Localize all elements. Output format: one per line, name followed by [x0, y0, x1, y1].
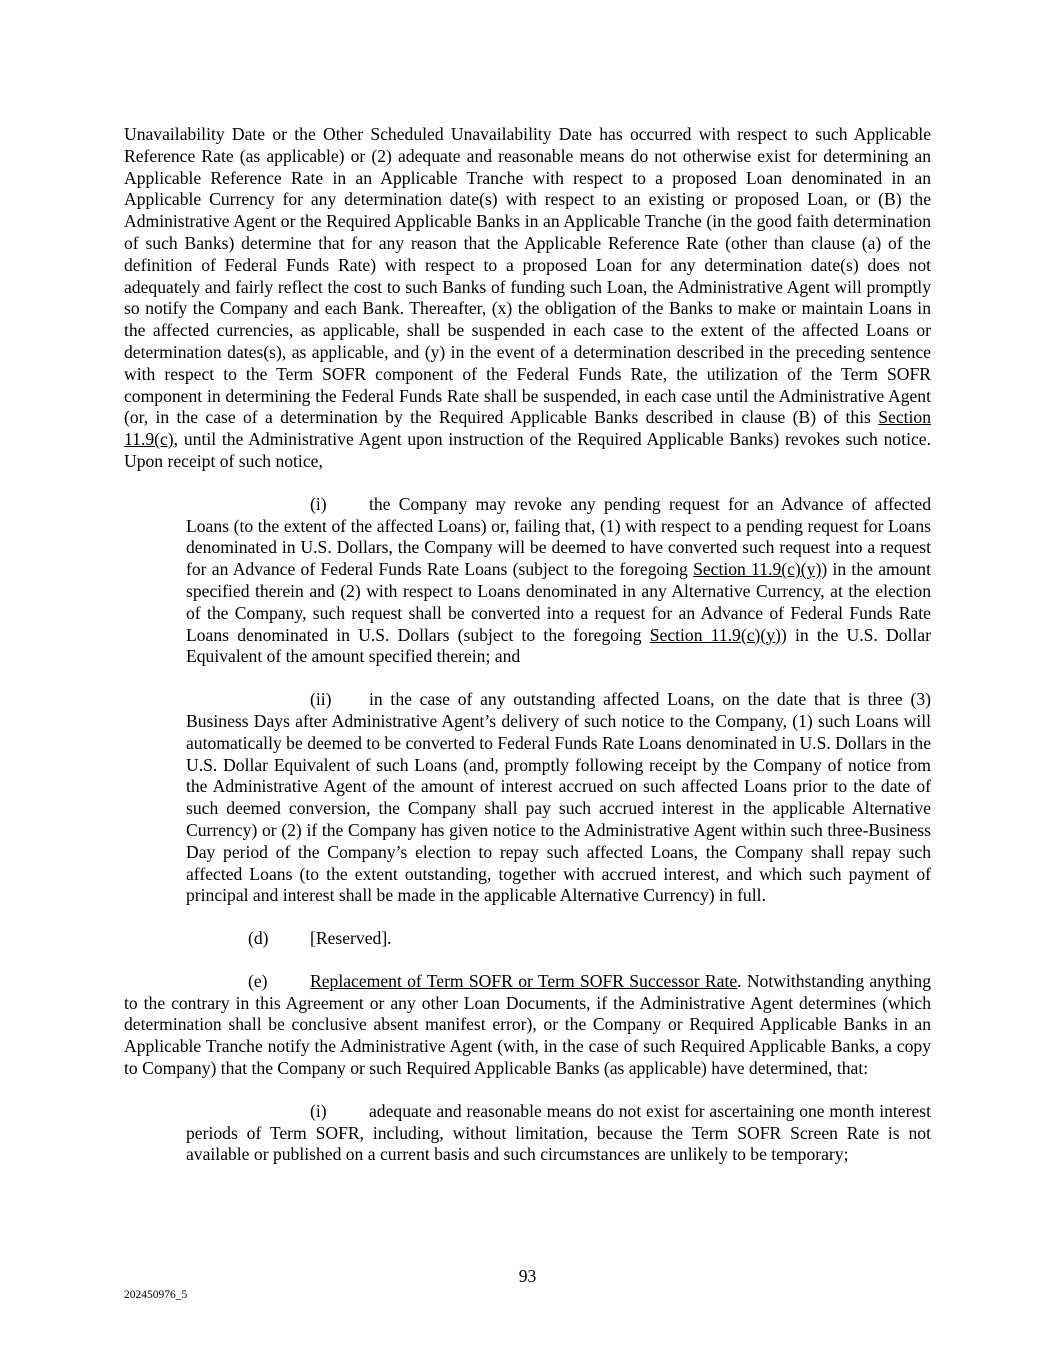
- clause-i: [186, 494, 931, 668]
- clause-text: adequate and reasonable means do not exist for ascertaining one month interest periods of Term SOFR, including, without limitation, because the Term SOFR Screen Rate is not available or published on a current basis and such circumstances are unlikely to be temporary;: [186, 1100, 931, 1165]
- clause-text: in the case of any outstanding affected Loans, on the date that is three (3) Business Days after Administrative Agent’s delivery of such notice to the Company, (1) such Loans will automatically be deemed to be converted to Federal Funds Rate Loans denominated in U.S. Dollars in the U.S. Dollar Equivalent of such Loans (and, promptly following receipt by the Company of notice from the Administrative Agent of the amount of interest accrued on such affected Loans prior to the date of such deemed conversion, the Company shall pay such accrued interest in the applicable Alternative Currency) or (2) if the Company has given notice to the Administrative Agent within such three-Business Day period of the Company’s election to repay such affected Loans, the Company shall repay such affected Loans (to the extent outstanding, together with accrued interest, and which such payment of principal and interest shall be made in the applicable Alternative Currency) in full.: [186, 689, 931, 906]
- clause-text: ) in the amount specified therein and (2) with respect to Loans denominated in any Alternative Currency, at the election of the Company, such request shall be converted into a request for an Advance of Federal Funds Rate Loans denominated in U.S. Dollars (subject to the foregoing: [186, 559, 931, 645]
- clause-number: (i): [310, 1100, 327, 1121]
- section-reference: Section 11.9(c): [124, 407, 931, 450]
- clause-e: [124, 971, 931, 1080]
- clause-text: [Reserved].: [310, 928, 392, 949]
- clause-number: (i): [310, 493, 327, 514]
- page-number: 93: [518, 1266, 537, 1286]
- clause-ii: [186, 689, 931, 907]
- paragraph-continuation: [124, 124, 931, 473]
- clause-number: (ii): [310, 689, 332, 710]
- clause-text: ) in the U.S. Dollar Equivalent of the amount specified therein; and: [186, 624, 931, 667]
- clause-number: (d): [248, 928, 269, 949]
- paragraph-text: Unavailability Date or the Other Scheduled Unavailability Date has occurred with respect to such Applicable Reference Rate (as applicable) or (2) adequate and reasonable means do not otherwise exist for determining an Applicable Reference Rate in an Applicable Tranche with respect to a proposed Loan denominated in an Applicable Currency for any determination date(s) with respect to an existing or proposed Loan, or (B) the Administrative Agent or the Required Applicable Banks in an Applicable Tranche (in the good faith determination of such Banks) determine that for any reason that the Applicable Reference Rate (other than clause (a) of the definition of Federal Funds Rate) with respect to a proposed Loan for any determination date(s) does not adequately and fairly reflect the cost to such Banks of funding such Loan, the Administrative Agent will promptly so notify the Company and each Bank. Thereafter, (x) the obligation of the Banks to make or maintain Loans in the affected currencies, as applicable, shall be suspended in each case to the extent of the affected Loans or determination dates(s), as applicable, and (y) in the event of a determination described in the preceding sentence with respect to the Term SOFR component of the Federal Funds Rate, the utilization of the Term SOFR component in determining the Federal Funds Rate shall be suspended, in each case until the Administrative Agent (or, in the case of a determination by the Required Applicable Banks described in clause (B) of this: [124, 124, 931, 428]
- document-page: [124, 124, 931, 1187]
- paragraph-text: , until the Administrative Agent upon instruction of the Required Applicable Banks) revokes such notice. Upon receipt of such notice,: [124, 429, 931, 471]
- clause-text: the Company may revoke any pending request for an Advance of affected Loans (to the extent of the affected Loans) or, failing that, (1) with respect to a pending request for Loans denominated in U.S. Dollars, the Company will be deemed to have converted such request into a request for an Advance of Federal Funds Rate Loans (subject to the foregoing: [186, 493, 931, 580]
- clause-d: [248, 928, 931, 950]
- clause-heading: Replacement of Term SOFR or Term SOFR Successor Rate: [310, 970, 738, 991]
- clause-text: . Notwithstanding anything to the contrary in this Agreement or any other Loan Documents, if the Administrative Agent determines (which determination shall be conclusive absent manifest error), or the Company or Required Applicable Banks in an Applicable Tranche notify the Administrative Agent (with, in the case of such Required Applicable Banks, a copy to Company) that the Company or such Required Applicable Banks (as applicable) have determined, that:: [124, 970, 932, 1079]
- section-reference: Section 11.9(c)(y): [649, 624, 781, 645]
- section-reference: Section 11.9(c)(y): [693, 559, 822, 580]
- clause-e-i: [186, 1101, 931, 1166]
- document-id: 202450976_5: [124, 1289, 188, 1301]
- clause-number: (e): [248, 970, 268, 991]
